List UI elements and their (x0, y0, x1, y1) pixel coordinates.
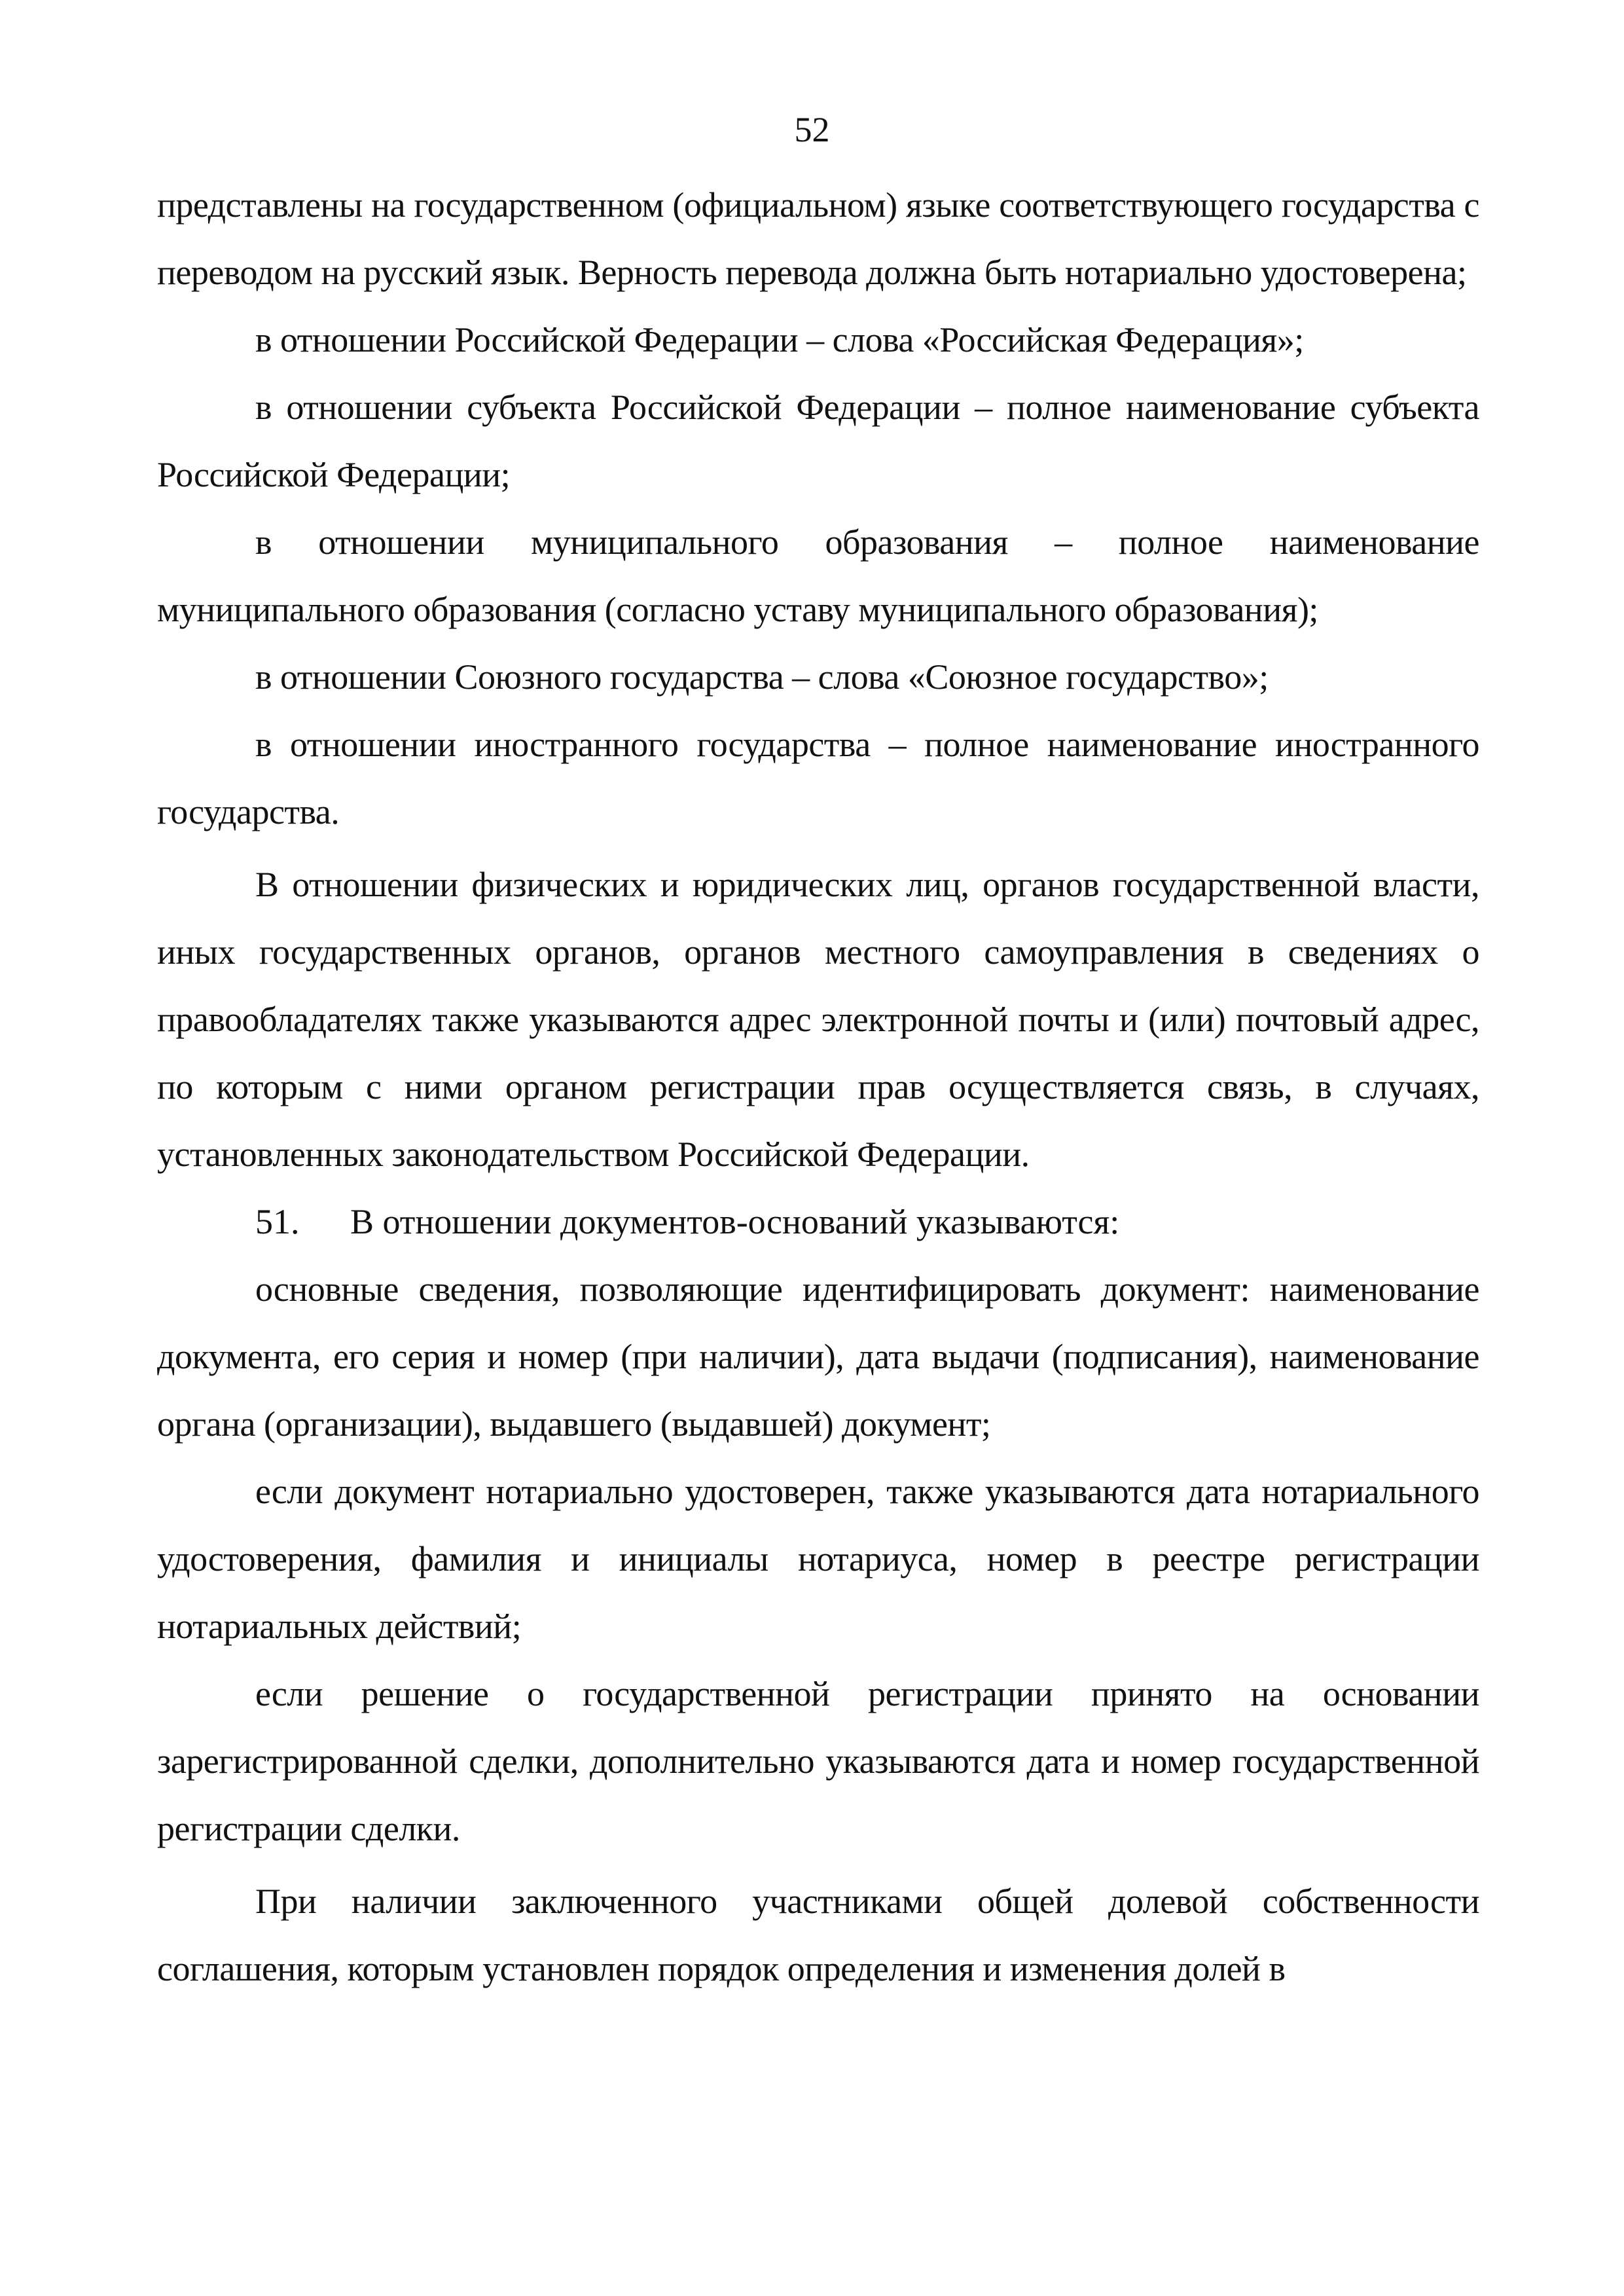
document-body (157, 172, 1479, 2003)
paragraph-foreign-state: в отношении иностранного государства – полное наименование иностранного государства. (157, 725, 1479, 831)
paragraph-contact-info: В отношении физических и юридических лиц, органов государственной власти, иных государственных органов, органов местного самоуправления в сведениях о правообладателях также указываются адрес электронной почты и (или) почтовый адрес, по которым с ними органом регистрации прав осуществляется связь, в случаях, установленных законодательством Российской Федерации. (157, 865, 1479, 1174)
item-51-number: 51. (255, 1202, 300, 1241)
paragraph-russian-federation: в отношении Российской Федерации – слова «Российская Федерация»; (255, 320, 1304, 359)
paragraph-continuation: представлены на государственном (официальном) языке соответствующего государства с переводом на русский язык. Верность перевода должна быть нотариально удостоверена; (157, 185, 1479, 292)
paragraph-notarized: если документ нотариально удостоверен, также указываются дата нотариального удостоверения, фамилия и инициалы нотариуса, номер в реестре регистрации нотариальных действий; (157, 1472, 1479, 1646)
paragraph-basic-info: основные сведения, позволяющие идентифицировать документ: наименование документа, его серия и номер (при наличии), дата выдачи (подписания), наименование органа (организации), выдавшего (выдавшей) документ; (157, 1269, 1479, 1444)
paragraph-union-state: в отношении Союзного государства – слова «Союзное государство»; (255, 657, 1269, 697)
paragraph-registered-deal: если решение о государственной регистрации принято на основании зарегистрированной сделки, дополнительно указываются дата и номер государственной регистрации сделки. (157, 1674, 1479, 1848)
paragraph-federal-subject: в отношении субъекта Российской Федерации – полное наименование субъекта Российской Федерации; (157, 388, 1479, 494)
page-number: 52 (794, 110, 830, 149)
item-51-text: В отношении документов-оснований указываются: (350, 1202, 1120, 1241)
item-51 (157, 1188, 1479, 1256)
paragraph-municipal: в отношении муниципального образования – полное наименование муниципального образования (согласно уставу муниципального образования); (157, 522, 1479, 629)
paragraph-shared-ownership: При наличии заключенного участниками общей долевой собственности соглашения, которым установлен порядок определения и изменения долей в (157, 1882, 1479, 1988)
